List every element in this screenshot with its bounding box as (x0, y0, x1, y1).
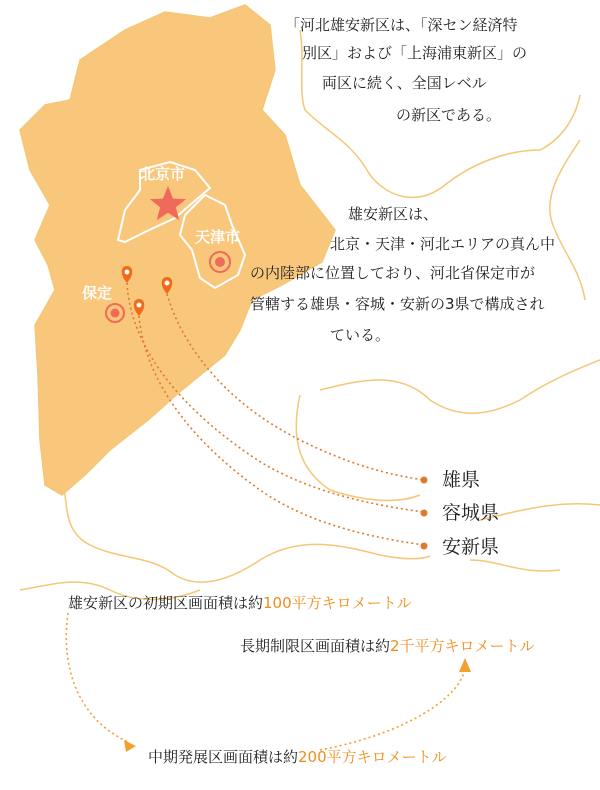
area-arrows (66, 613, 465, 750)
callout-top-line: 別区」および「上海浦東新区」の (302, 44, 528, 62)
arrow-head-icon (459, 658, 471, 672)
county-label-xiong: 雄県 (442, 469, 481, 491)
tianjin-label: 天津市 (195, 228, 241, 246)
callout-middle-line: 雄安新区は、 (348, 205, 439, 223)
callout-top-line: の新区である。 (396, 106, 502, 124)
callout-middle-line: の内陸部に位置しており、河北省保定市が (250, 264, 536, 282)
midterm-area-text (148, 746, 447, 768)
hebei-province (20, 5, 335, 495)
longterm-area-value: 2千平方キロメートル (390, 637, 535, 655)
longterm-area-label: 長期制限区画面積は約 (240, 637, 391, 655)
callout-middle-line: ている。 (330, 326, 391, 344)
initial-area-text (68, 592, 412, 614)
beijing-label: 北京市 (140, 165, 186, 183)
anxin-bullet-icon (421, 543, 428, 550)
initial-area-value: 100平方キロメートル (263, 594, 412, 612)
initial-area-label: 雄安新区の初期区画面積は約 (68, 594, 264, 612)
rongcheng-bullet-icon (421, 510, 428, 517)
county-label-anxin: 安新県 (442, 536, 500, 558)
midterm-area-label: 中期発展区画面積は約 (148, 748, 299, 766)
callout-middle-line: 管轄する雄県・容城・安新の3県で構成され (250, 295, 545, 313)
callout-middle-line: 北京・天津・河北エリアの真ん中 (330, 235, 556, 253)
baoding-label: 保定 (82, 284, 113, 302)
county-label-rongcheng: 容城県 (442, 502, 500, 524)
callout-top-line: 「河北雄安新区は、「深セン経済特 (285, 16, 518, 34)
longterm-area-text (240, 635, 535, 657)
xiong-bullet-icon (421, 477, 428, 484)
callout-top-line: 両区に続く、全国レベル (322, 74, 487, 92)
midterm-area-value: 200平方キロメートル (298, 748, 447, 766)
arrow-head-icon (124, 740, 136, 752)
